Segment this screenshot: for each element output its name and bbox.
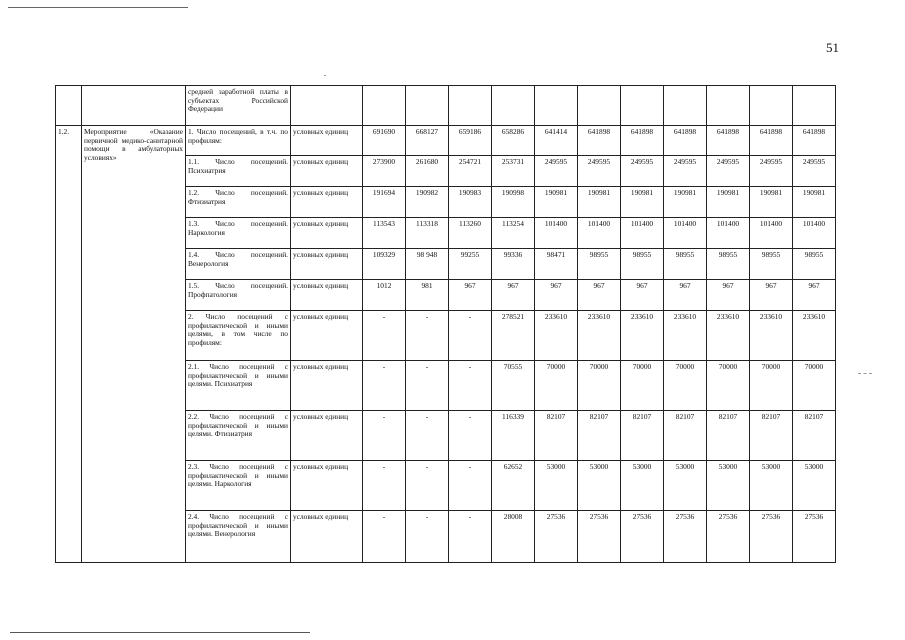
cell-value: 190981 [707,187,750,218]
cell-indicator: 1.5. Число посещений. Профпатология [186,280,291,311]
cell-value: - [363,361,406,411]
cell-value: 967 [578,280,621,311]
cell-value: 82107 [793,411,836,461]
cell-unit: условных единиц [291,361,363,411]
cell-value: 101400 [664,218,707,249]
cell-unit: условных единиц [291,411,363,461]
cell-value: 641414 [535,126,578,156]
cell-indicator: 2.2. Число посещений с профилактической и иными целями. Фтизиатрия [186,411,291,461]
cell-value: 691690 [363,126,406,156]
cell-value: - [406,511,449,563]
cell-value: 101400 [621,218,664,249]
cell-value: 82107 [535,411,578,461]
cell-value: 82107 [578,411,621,461]
cell-unit: условных единиц [291,511,363,563]
cell-value: 254721 [449,156,492,187]
indicators-table [55,85,836,563]
cell-value: 27536 [793,511,836,563]
cell-value: 98955 [621,249,664,280]
cell-value: 70000 [793,361,836,411]
cell-value: - [363,311,406,361]
cell-value: 113543 [363,218,406,249]
cell-value: 967 [707,280,750,311]
cell-unit: условных единиц [291,156,363,187]
cell-value-empty [621,86,664,126]
cell-unit: условных единиц [291,280,363,311]
cell-value: 70000 [750,361,793,411]
cell-value: 249595 [707,156,750,187]
cell-unit: условных единиц [291,461,363,511]
cell-value: 967 [535,280,578,311]
cell-value: 82107 [707,411,750,461]
cell-value: 967 [449,280,492,311]
cell-value-empty [535,86,578,126]
cell-unit: условных единиц [291,311,363,361]
cell-value: 249595 [535,156,578,187]
cell-value: 99255 [449,249,492,280]
cell-value: 233610 [750,311,793,361]
cell-unit: условных единиц [291,126,363,156]
cell-value: - [363,411,406,461]
cell-value: 249595 [664,156,707,187]
cell-indicator: 1.2. Число посещений. Фтизиатрия [186,187,291,218]
scan-artifact-line-bottom [10,632,310,633]
cell-value: 253731 [492,156,535,187]
scan-artifact-dot [324,75,326,76]
cell-indicator: 1. Число посещений, в т.ч. по профилям: [186,126,291,156]
cell-value: 190981 [621,187,664,218]
cell-value: 641898 [664,126,707,156]
cell-value-empty [707,86,750,126]
cell-indicator: 1.3. Число посещений. Наркология [186,218,291,249]
cell-value: - [363,461,406,511]
cell-value: 113318 [406,218,449,249]
cell-value: 233610 [578,311,621,361]
cell-value: 27536 [621,511,664,563]
cell-value: - [449,361,492,411]
cell-unit-empty [291,86,363,126]
cell-value: 53000 [578,461,621,511]
cell-value: 233610 [793,311,836,361]
cell-value: 278521 [492,311,535,361]
cell-value: 641898 [621,126,664,156]
cell-indicator: 1.1. Число посещений. Психиатрия [186,156,291,187]
cell-value: 190981 [535,187,578,218]
cell-value: 261680 [406,156,449,187]
cell-value: 98955 [664,249,707,280]
cell-indicator: 2.4. Число посещений с профилактической и иными целями. Венерология [186,511,291,563]
cell-value: - [406,411,449,461]
cell-value: 1012 [363,280,406,311]
cell-value: 113254 [492,218,535,249]
cell-number-empty [56,86,82,126]
cell-value: 641898 [793,126,836,156]
cell-value: 101400 [535,218,578,249]
cell-value: 27536 [535,511,578,563]
cell-value: 249595 [750,156,793,187]
cell-value: 233610 [621,311,664,361]
cell-value: - [449,311,492,361]
cell-value: 62652 [492,461,535,511]
cell-value: 967 [750,280,793,311]
cell-section-number: 1.2. [56,126,82,563]
cell-value: 101400 [707,218,750,249]
cell-value: 641898 [578,126,621,156]
cell-value: 70555 [492,361,535,411]
cell-value: 98955 [578,249,621,280]
cell-value-empty [406,86,449,126]
cell-value: - [406,361,449,411]
cell-value: 70000 [707,361,750,411]
cell-value-empty [793,86,836,126]
cell-value: 981 [406,280,449,311]
cell-value: 273900 [363,156,406,187]
cell-value: 53000 [535,461,578,511]
cell-value: 101400 [793,218,836,249]
cell-unit: условных единиц [291,187,363,218]
cell-value: 967 [621,280,664,311]
cell-value: 233610 [664,311,707,361]
cell-indicator: средней заработной платы в субъектах Российской Федерации [186,86,291,126]
cell-value: 641898 [707,126,750,156]
cell-value: 98955 [750,249,793,280]
table-row [56,126,836,156]
cell-value: 27536 [750,511,793,563]
cell-value: - [449,511,492,563]
cell-value: 668127 [406,126,449,156]
cell-value: 233610 [707,311,750,361]
cell-value: 249595 [621,156,664,187]
cell-value: - [363,511,406,563]
cell-value: 190981 [793,187,836,218]
cell-value: 190998 [492,187,535,218]
cell-value-empty [664,86,707,126]
cell-value: 53000 [793,461,836,511]
cell-value: 53000 [621,461,664,511]
cell-value: - [406,311,449,361]
cell-value: - [406,461,449,511]
cell-value: 53000 [707,461,750,511]
cell-value: 70000 [578,361,621,411]
cell-value: 190983 [449,187,492,218]
cell-value: 190981 [578,187,621,218]
cell-value: 53000 [664,461,707,511]
cell-value: 82107 [750,411,793,461]
cell-value-empty [492,86,535,126]
cell-value-empty [578,86,621,126]
cell-value: 190982 [406,187,449,218]
cell-value: 28008 [492,511,535,563]
cell-value: 113260 [449,218,492,249]
cell-value: 641898 [750,126,793,156]
cell-value: 82107 [621,411,664,461]
cell-indicator: 2. Число посещений с профилактической и иными целями, в том числе по профилям: [186,311,291,361]
cell-value: 109329 [363,249,406,280]
cell-value: 116339 [492,411,535,461]
cell-value: 27536 [664,511,707,563]
cell-value: 190981 [750,187,793,218]
cell-value: 233610 [535,311,578,361]
cell-value-empty [449,86,492,126]
cell-value: 191694 [363,187,406,218]
cell-value: 82107 [664,411,707,461]
cell-value: 27536 [578,511,621,563]
cell-section-name: Мероприятие «Оказание первичной медико-санитарной помощи в амбулаторных условиях» [82,126,186,563]
cell-value: 101400 [578,218,621,249]
cell-value: 27536 [707,511,750,563]
cell-value-empty [363,86,406,126]
cell-value: 99336 [492,249,535,280]
cell-indicator: 2.1. Число посещений с профилактической и иными целями. Психиатрия [186,361,291,411]
cell-value: 53000 [750,461,793,511]
cell-indicator: 2.3. Число посещений с профилактической и иными целями. Наркология [186,461,291,511]
cell-value: 659186 [449,126,492,156]
table-row-continuation [56,86,836,126]
cell-value: 658286 [492,126,535,156]
cell-value: 98 948 [406,249,449,280]
cell-value: 190981 [664,187,707,218]
cell-value-empty [750,86,793,126]
cell-value: 70000 [535,361,578,411]
cell-value: 967 [793,280,836,311]
cell-value: - [449,461,492,511]
page-number: 51 [826,40,839,55]
cell-value: 101400 [750,218,793,249]
cell-value: 967 [492,280,535,311]
cell-name-empty [82,86,186,126]
cell-value: 249595 [578,156,621,187]
cell-value: 98955 [707,249,750,280]
cell-indicator: 1.4. Число посещений. Венерология [186,249,291,280]
cell-value: 98471 [535,249,578,280]
cell-value: 967 [664,280,707,311]
scan-artifact-line [8,7,188,8]
scan-artifact-dash [858,373,872,374]
cell-unit: условных единиц [291,218,363,249]
cell-value: - [449,411,492,461]
cell-value: 70000 [621,361,664,411]
cell-value: 70000 [664,361,707,411]
cell-value: 98955 [793,249,836,280]
cell-unit: условных единиц [291,249,363,280]
cell-value: 249595 [793,156,836,187]
